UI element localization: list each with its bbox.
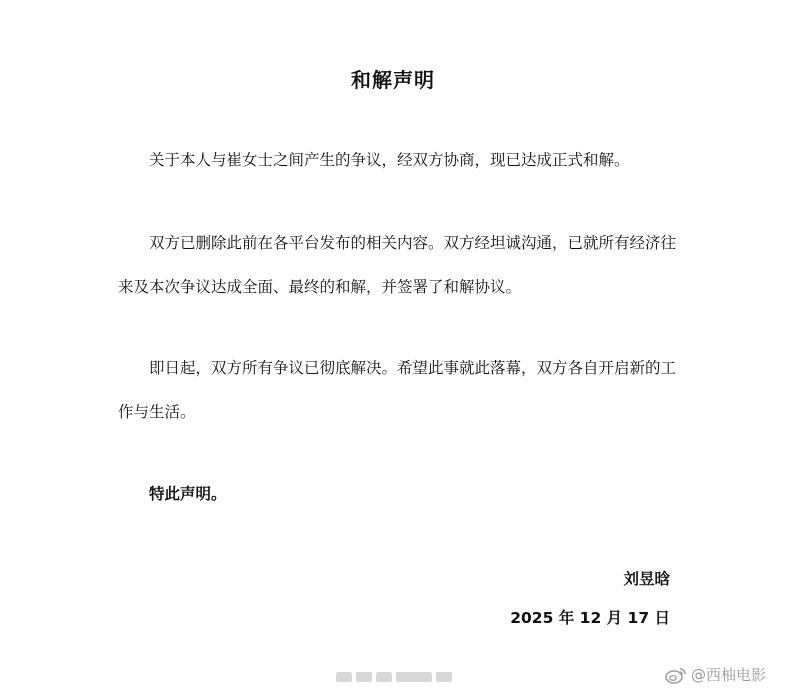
paragraph-1: 关于本人与崔女士之间产生的争议，经双方协商，现已达成正式和解。 (149, 151, 630, 169)
source-watermark (665, 664, 766, 685)
watermark-text: @西柚电影 (690, 666, 766, 684)
paragraph-2: 双方已删除此前在各平台发布的相关内容。双方经坦诚沟通，已就所有经济往来及本次争议达成全面、最终的和解，并签署了和解协议。 (118, 234, 677, 296)
signer-name: 刘昱晗 (623, 570, 670, 588)
signature-date: 2025 年 12 月 17 日 (510, 609, 670, 627)
closing-line: 特此声明。 (149, 485, 227, 503)
document-title: 和解声明 (351, 68, 435, 92)
weibo-logo-icon (665, 666, 687, 684)
paragraph-3: 即日起，双方所有争议已彻底解决。希望此事就此落幕，双方各自开启新的工作与生活。 (118, 359, 677, 421)
blurred-watermark-text (336, 672, 452, 682)
